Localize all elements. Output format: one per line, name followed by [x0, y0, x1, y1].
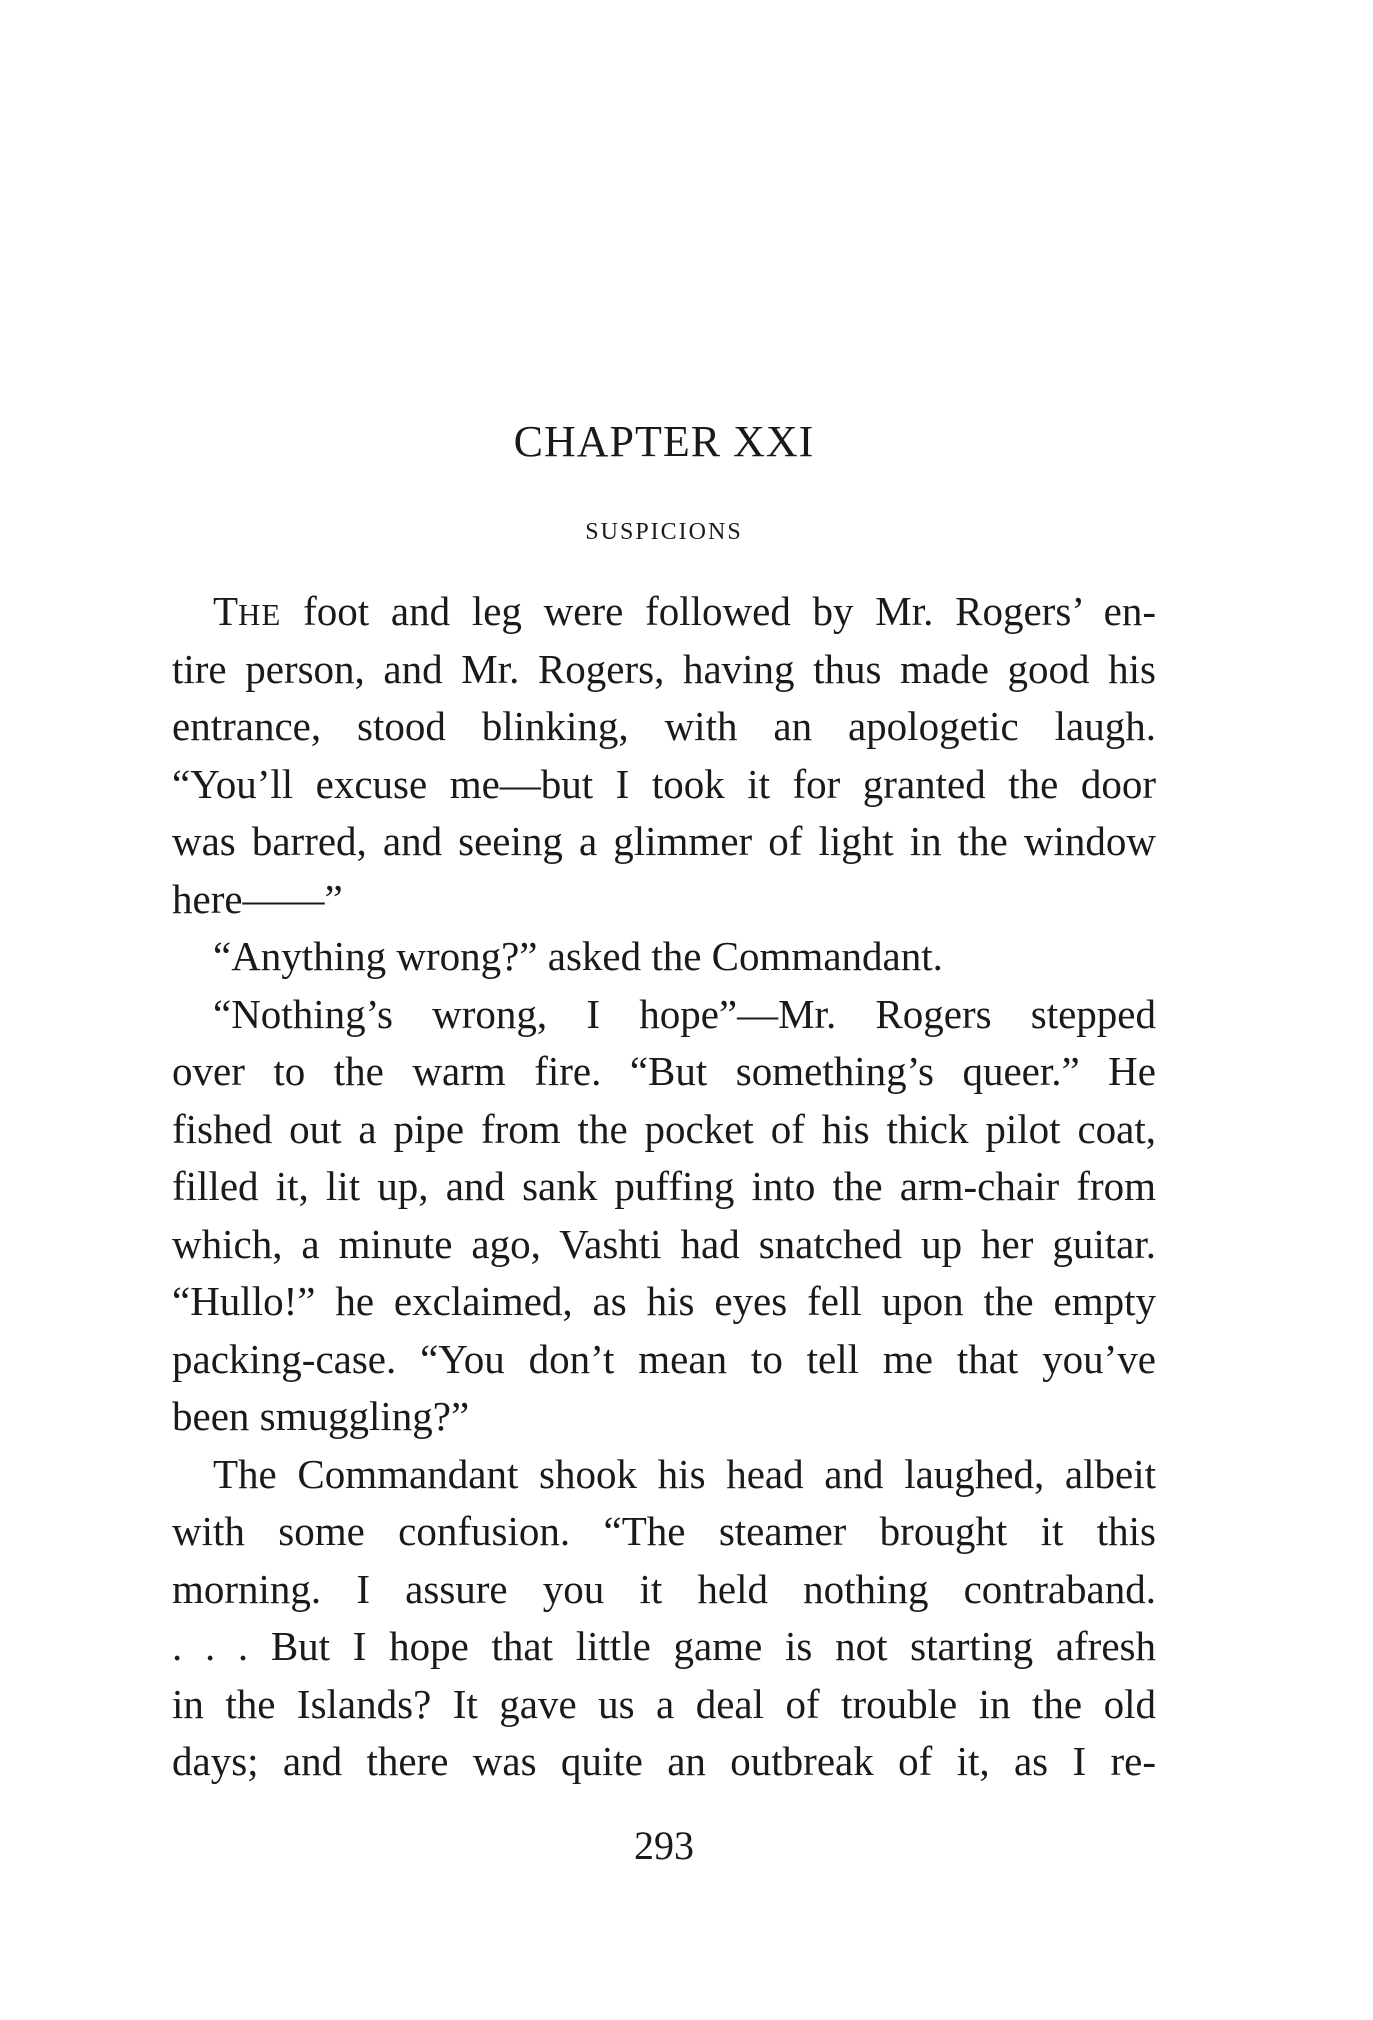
text-line: The Commandant shook his head and laughed, albeit	[213, 1450, 1156, 1497]
body-text	[172, 583, 1156, 1791]
drop-word-rest: HE	[238, 597, 282, 632]
text-line: here——”	[172, 875, 343, 922]
text-line: “Hullo!” he exclaimed, as his eyes fell upon the empty	[172, 1278, 1156, 1324]
text-line: been smuggling?”	[172, 1393, 470, 1439]
text-line: fished out a pipe from the pocket of his thick pilot coat,	[172, 1105, 1156, 1152]
text-line: tire person, and Mr. Rogers, having thus made good his	[172, 645, 1156, 692]
drop-word-initial: T	[213, 588, 239, 634]
text-line: “You’ll excuse me—but I took it for granted the door	[172, 760, 1156, 807]
text-line: . . . But I hope that little game is not starting afresh	[172, 1623, 1156, 1669]
page-number: 293	[634, 1823, 694, 1868]
text-line: packing-case. “You don’t mean to tell me that you’ve	[172, 1335, 1156, 1382]
text-line: was barred, and seeing a glimmer of light in the window	[172, 818, 1156, 864]
text-line: filled it, lit up, and sank puffing into the arm-chair from	[172, 1163, 1156, 1209]
text-line: morning. I assure you it held nothing contraband.	[172, 1565, 1156, 1612]
chapter-title: CHAPTER XXI	[513, 417, 815, 466]
text-line: “Nothing’s wrong, I hope”—Mr. Rogers stepped	[213, 990, 1156, 1037]
text-line: which, a minute ago, Vashti had snatched up her guitar.	[172, 1220, 1156, 1267]
chapter-subtitle: SUSPICIONS	[585, 519, 743, 545]
book-page	[172, 0, 1156, 2020]
text-line: days; and there was quite an outbreak of it, as I re-	[172, 1738, 1156, 1784]
text-line: over to the warm fire. “But something’s queer.” He	[172, 1048, 1156, 1094]
text-line: with some confusion. “The steamer brought it this	[172, 1508, 1156, 1554]
text-line-content: foot and leg were followed by Mr. Rogers’ en-	[281, 588, 1156, 634]
text-line: “Anything wrong?” asked the Commandant.	[213, 933, 943, 979]
text-line	[172, 583, 1156, 641]
text-line: in the Islands? It gave us a deal of trouble in the old	[172, 1680, 1156, 1727]
text-line: entrance, stood blinking, with an apologetic laugh.	[172, 703, 1156, 749]
